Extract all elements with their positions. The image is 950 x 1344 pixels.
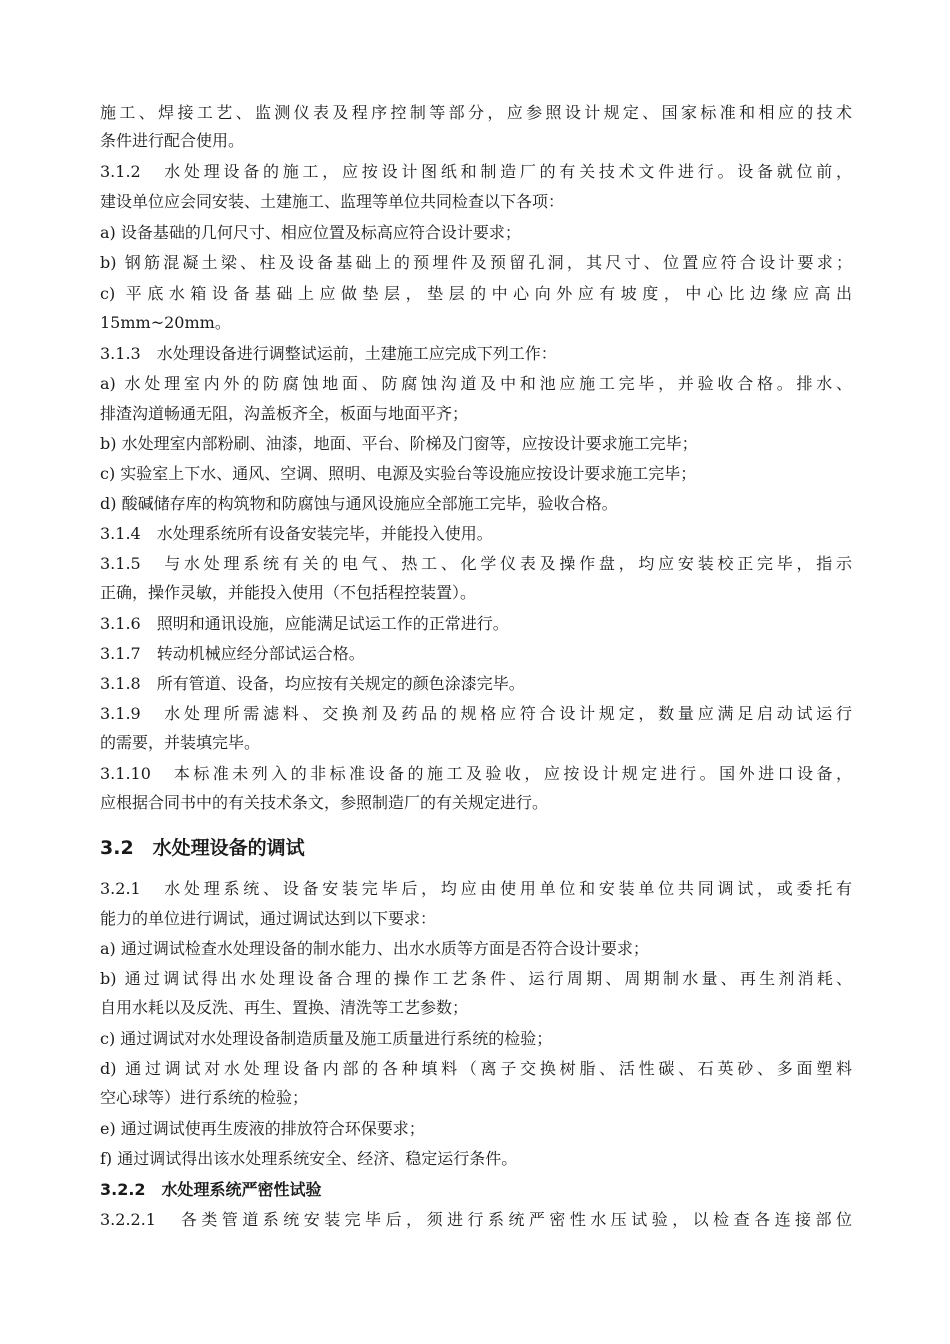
- text-line: a) 通过调试检查水处理设备的制水能力、出水水质等方面是否符合设计要求；: [100, 939, 649, 958]
- text-line: 施工、焊接工艺、监测仪表及程序控制等部分，应参照设计规定、国家标准和相应的技术: [100, 103, 852, 122]
- text-line: 的需要，并装填完毕。: [100, 733, 261, 752]
- text-line: b) 钢筋混凝土梁、柱及设备基础上的预埋件及预留孔洞，其尺寸、位置应符合设计要求；: [100, 253, 852, 272]
- text-line: c) 通过调试对水处理设备制造质量及施工质量进行系统的检验；: [100, 1029, 553, 1048]
- text-line: b) 水处理室内部粉刷、油漆，地面、平台、阶梯及门窗等，应按设计要求施工完毕；: [100, 434, 698, 453]
- text-line: 3.1.2 水处理设备的施工，应按设计图纸和制造厂的有关技术文件进行。设备就位前，: [100, 162, 852, 181]
- text-line: c) 实验室上下水、通风、空调、照明、电源及实验台等设施应按设计要求施工完毕；: [100, 464, 697, 483]
- text-line: d) 酸碱储存库的构筑物和防腐蚀与通风设施应全部施工完毕，验收合格。: [100, 494, 618, 513]
- text-line: 3.2.2.1 各类管道系统安装完毕后，须进行系统严密性水压试验，以检查各连接部位: [100, 1210, 852, 1229]
- text-line: 3.1.7 转动机械应经分部试运合格。: [100, 644, 365, 663]
- text-line: 3.1.8 所有管道、设备，均应按有关规定的颜色涂漆完毕。: [100, 674, 525, 693]
- text-line: 3.2.1 水处理系统、设备安装完毕后，均应由使用单位和安装单位共同调试，或委托有: [100, 879, 852, 898]
- text-line: 正确，操作灵敏，并能投入使用（不包括程控装置）。: [100, 583, 477, 602]
- text-line: a) 水处理室内外的防腐蚀地面、防腐蚀沟道及中和池应施工完毕，并验收合格。排水、: [100, 374, 852, 393]
- subsection-heading: 3.2.2 水处理系统严密性试验: [100, 1180, 322, 1199]
- text-line: d) 通过调试对水处理设备内部的各种填料（离子交换树脂、活性碳、石英砂、多面塑料: [100, 1059, 852, 1078]
- text-line: 3.1.9 水处理所需滤料、交换剂及药品的规格应符合设计规定，数量应满足启动试运行: [100, 704, 852, 723]
- text-line: b) 通过调试得出水处理设备合理的操作工艺条件、运行周期、周期制水量、再生剂消耗、: [100, 969, 852, 988]
- text-line: 建设单位应会同安装、土建施工、监理等单位共同检查以下各项：: [100, 192, 565, 211]
- text-line: 3.1.5 与水处理系统有关的电气、热工、化学仪表及操作盘，均应安装校正完毕，指示: [100, 554, 852, 573]
- text-line: c) 平底水箱设备基础上应做垫层，垫层的中心向外应有坡度，中心比边缘应高出: [100, 284, 852, 303]
- text-line: 空心球等）进行系统的检验；: [100, 1088, 309, 1107]
- text-line: 15mm~20mm。: [100, 313, 231, 332]
- text-line: 排渣沟道畅通无阻，沟盖板齐全，板面与地面平齐；: [100, 404, 469, 423]
- text-line: 3.1.6 照明和通讯设施，应能满足试运工作的正常进行。: [100, 614, 509, 633]
- text-line: e) 通过调试使再生废液的排放符合环保要求；: [100, 1119, 425, 1138]
- text-line: 条件进行配合使用。: [100, 131, 245, 150]
- section-heading: 3.2 水处理设备的调试: [100, 837, 305, 859]
- text-line: 自用水耗以及反洗、再生、置换、清洗等工艺参数；: [100, 998, 469, 1017]
- text-line: 3.1.10 本标准未列入的非标准设备的施工及验收，应按设计规定进行。国外进口设备，: [100, 764, 852, 783]
- text-line: f) 通过调试得出该水处理系统安全、经济、稳定运行条件。: [100, 1149, 518, 1168]
- text-line: 能力的单位进行调试，通过调试达到以下要求：: [100, 909, 437, 928]
- text-line: 3.1.3 水处理设备进行调整试运前，土建施工应完成下列工作：: [100, 344, 557, 363]
- text-line: 应根据合同书中的有关技术条文，参照制造厂的有关规定进行。: [100, 793, 549, 812]
- text-line: 3.1.4 水处理系统所有设备安装完毕，并能投入使用。: [100, 524, 493, 543]
- text-line: a) 设备基础的几何尺寸、相应位置及标高应符合设计要求；: [100, 223, 521, 242]
